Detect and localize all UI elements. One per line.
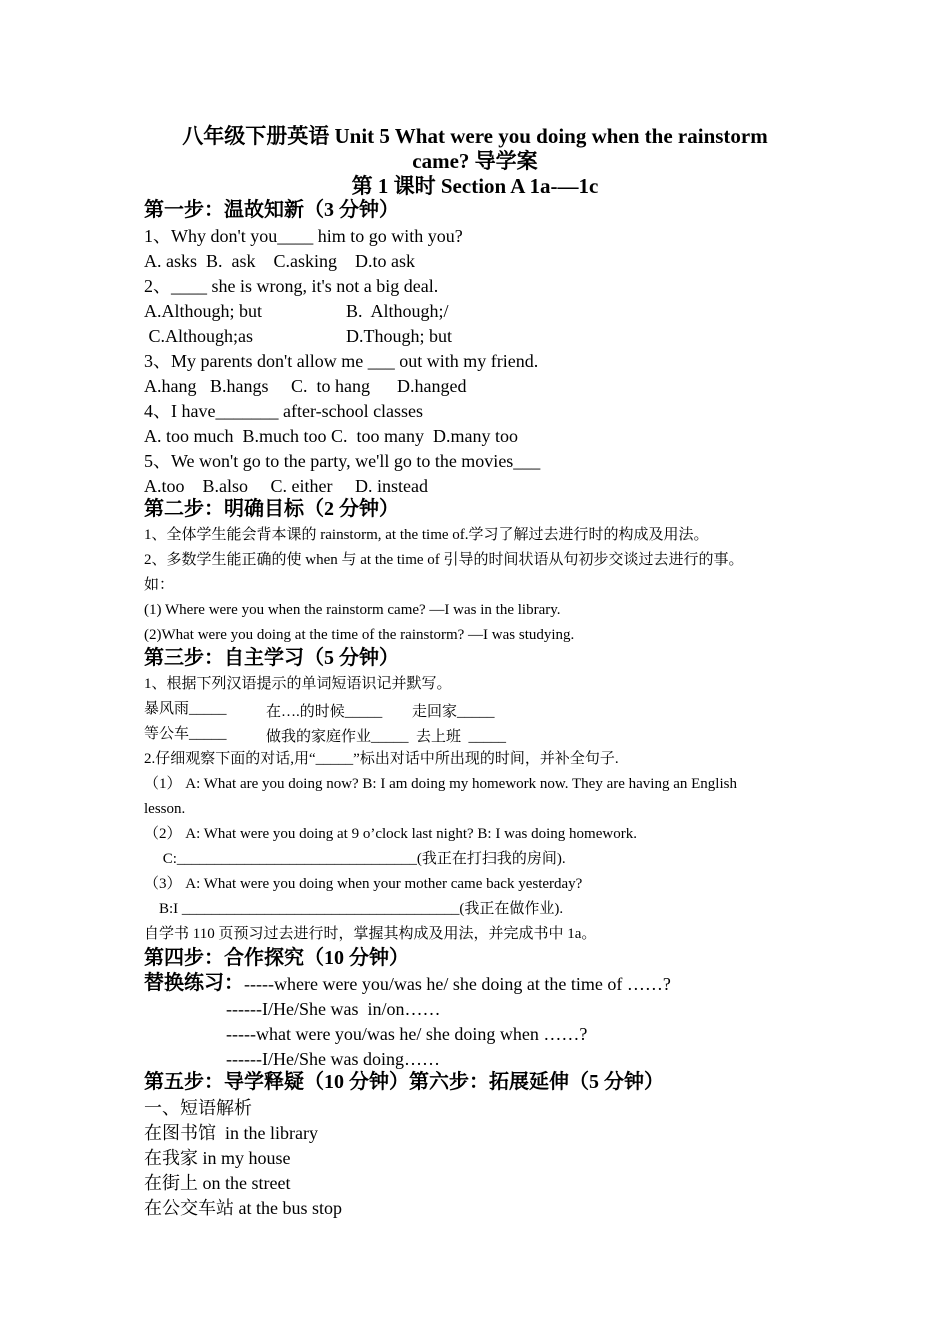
step3-line-5: （2） A: What were you doing at 9 o’clock last night? B: I was doing homework. [144, 826, 637, 842]
step1-question-2-option-c: C.Although;as [144, 326, 254, 346]
step5-line-3: 在我家 in my house [144, 1148, 291, 1168]
step3-line-4: lesson. [144, 801, 186, 817]
step3-vocab-wait-bus: 等公车_____ [144, 726, 227, 742]
step1-question-1: 1、Why don't you____ him to go with you? [144, 226, 463, 246]
step1-question-2-option-a: A.Although; but [144, 301, 263, 321]
step1-question-3-options: A.hang B.hangs C. to hang D.hanged [144, 376, 467, 396]
step4-heading: 第四步：合作探究（10 分钟） [144, 947, 409, 969]
step2-line-3: 如： [144, 577, 175, 593]
step1-question-2-option-b: B. Although;/ [346, 301, 449, 321]
step1-question-4-options: A. too much B.much too C. too many D.many too [144, 426, 518, 446]
step3-line-1: 1、根据下列汉语提示的单词短语识记并默写。 [144, 676, 452, 692]
step3-line-6: C:________________________________(我正在打扫我的房间). [144, 851, 566, 867]
step4-line-2: ------I/He/She was in/on…… [226, 999, 441, 1019]
step1-question-5: 5、We won't go to the party, we'll go to the movies___ [144, 451, 541, 471]
step4-line-4: ------I/He/She was doing…… [226, 1049, 440, 1069]
step5-line-4: 在街上 on the street [144, 1173, 291, 1193]
step1-question-2: 2、____ she is wrong, it's not a big deal. [144, 276, 439, 296]
step4-line-3: -----what were you/was he/ she doing when ……? [226, 1024, 588, 1044]
step3-vocab-homework-work: 做我的家庭作业_____ 去上班 _____ [266, 729, 507, 745]
step2-line-1: 1、全体学生能会背本课的 rainstorm, at the time of.学习了解过去进行时的构成及用法。 [144, 527, 709, 543]
step3-line-3: （1） A: What are you doing now? B: I am doing my homework now. They are having an English [144, 776, 737, 792]
title-line-3: 第 1 课时 Section A 1a-—1c [351, 174, 599, 198]
step1-question-1-options: A. asks B. ask C.asking D.to ask [144, 251, 415, 271]
step3-line-7: （3） A: What were you doing when your mother came back yesterday? [144, 876, 583, 892]
step3-line-2: 2.仔细观察下面的对话,用“_____”标出对话中所出现的时间，并补全句子. [144, 751, 619, 767]
step1-heading: 第一步：温故知新（3 分钟） [144, 199, 399, 221]
step1-question-4: 4、I have_______ after-school classes [144, 401, 424, 421]
step3-line-8: B:I _____________________________________(我正在做作业). [144, 901, 564, 917]
step2-heading: 第二步：明确目标（2 分钟） [144, 498, 399, 520]
title-line-2: came? 导学案 [412, 149, 538, 173]
step5-heading: 第五步：导学释疑（10 分钟）第六步：拓展延伸（5 分钟） [144, 1071, 664, 1093]
step3-heading: 第三步：自主学习（5 分钟） [144, 647, 399, 669]
step2-line-5: (2)What were you doing at the time of the rainstorm? —I was studying. [144, 627, 575, 643]
step1-question-2-option-d: D.Though; but [346, 326, 452, 346]
step1-question-3: 3、My parents don't allow me ___ out with my friend. [144, 351, 539, 371]
title-line-1: 八年级下册英语 Unit 5 What were you doing when the rainstorm [182, 124, 768, 148]
step5-line-5: 在公交车站 at the bus stop [144, 1198, 342, 1218]
step3-vocab-at-the-time: 在….的时候_____ [266, 704, 383, 720]
step5-line-1: 一、短语解析 [144, 1098, 252, 1118]
step2-line-4: (1) Where were you when the rainstorm came? —I was in the library. [144, 602, 561, 618]
step1-question-5-options: A.too B.also C. either D. instead [144, 476, 428, 496]
step3-vocab-rainstorm: 暴风雨_____ [144, 701, 227, 717]
step3-vocab-walk-home: 走回家_____ [412, 704, 495, 720]
step4-sub-label: 替换练习： [144, 972, 244, 994]
step5-line-2: 在图书馆 in the library [144, 1123, 318, 1143]
step3-line-9: 自学书 110 页预习过去进行时，掌握其构成及用法，并完成书中 1a。 [144, 926, 597, 942]
step2-line-2: 2、多数学生能正确的使 when 与 at the time of 引导的时间状语从句初步交谈过去进行的事。 [144, 552, 744, 568]
step4-line-1: -----where were you/was he/ she doing at the time of ……? [244, 974, 671, 994]
